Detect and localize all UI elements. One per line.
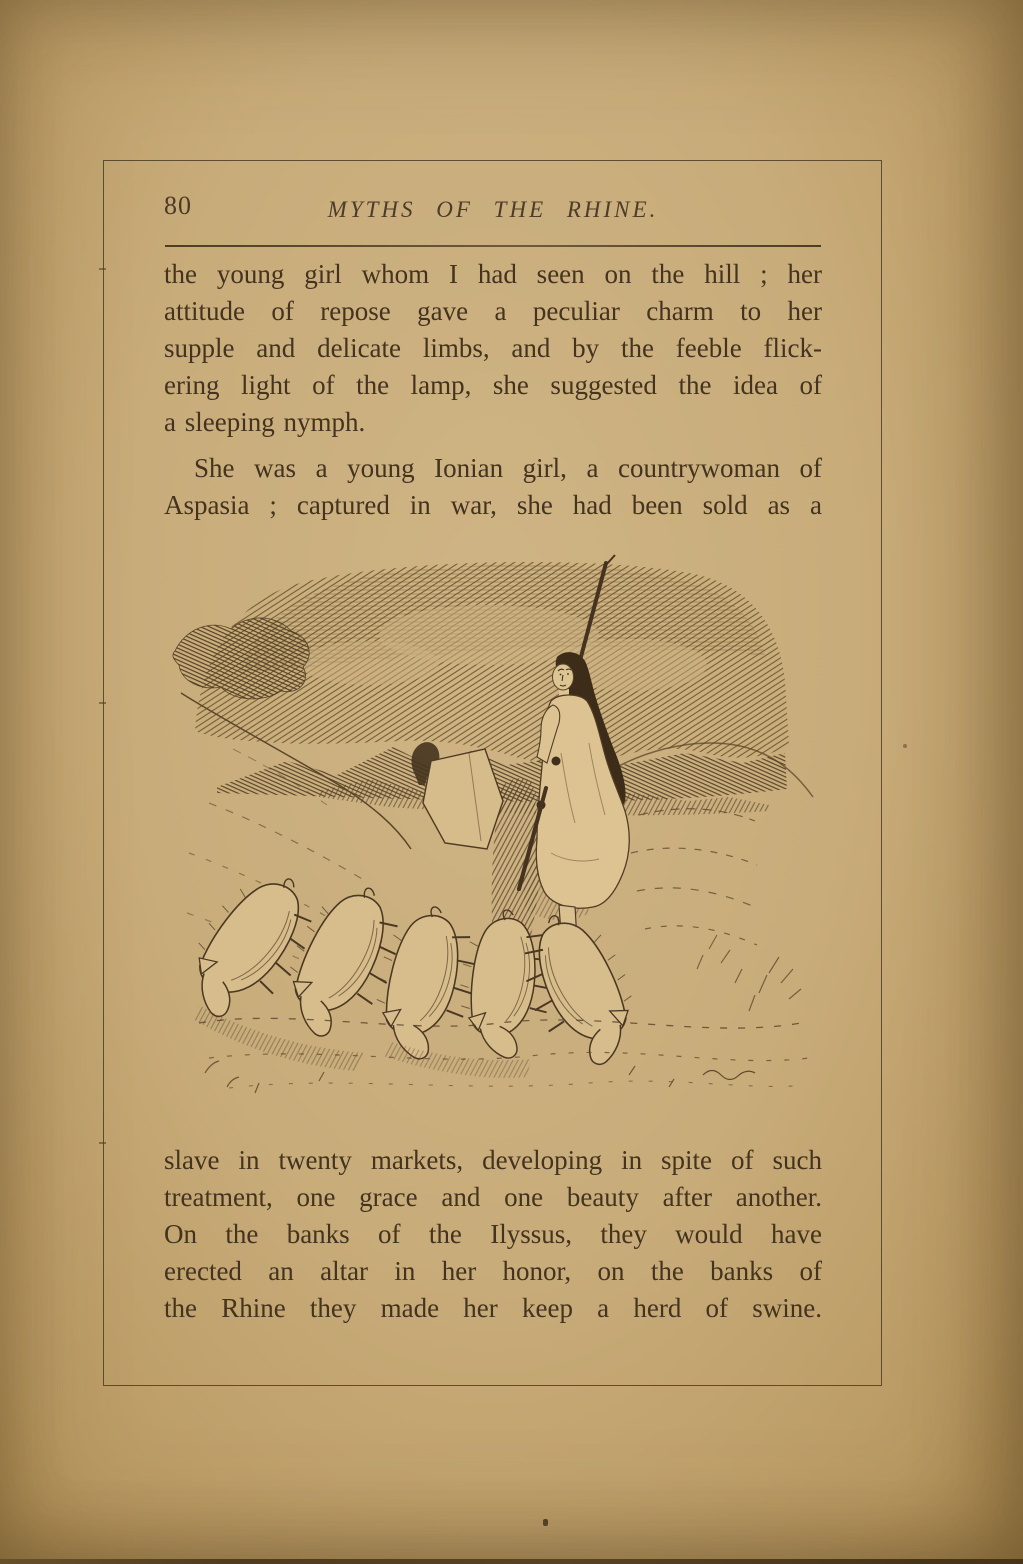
scan-tick: [99, 702, 106, 704]
foliage: [173, 618, 309, 699]
cloud: [299, 641, 439, 685]
text-line: erected an altar in her honor, on the banks of: [164, 1256, 822, 1286]
scan-edge: [0, 1559, 1023, 1564]
illustration: [169, 553, 829, 1103]
scan-speck: [903, 744, 907, 748]
text-line: attitude of repose gave a peculiar charm to her: [164, 296, 822, 326]
header-rule: [165, 245, 821, 247]
text-line: supple and delicate limbs, and by the feeble flick-: [164, 333, 822, 363]
text-line: slave in twenty markets, developing in spite of such: [164, 1145, 822, 1175]
page-frame: [103, 160, 882, 1386]
pig: [454, 907, 559, 1062]
text-line: the young girl whom I had seen on the hill ; her: [164, 259, 822, 289]
swineherd-engraving: [169, 553, 829, 1103]
text-line: She was a young Ionian girl, a countrywoman of: [194, 453, 822, 483]
text-line: treatment, one grace and one beauty after another.: [164, 1182, 822, 1212]
running-header: MYTHS OF THE RHINE.: [327, 197, 659, 222]
text-line: ering light of the lamp, she suggested the idea of: [164, 370, 822, 400]
engraver-signature: [703, 1071, 755, 1080]
paragraph-3: [164, 1142, 822, 1327]
text-line: Aspasia ; captured in war, she had been sold as a: [164, 490, 822, 520]
scan-tick: [99, 1142, 106, 1144]
text-line: a sleeping nymph.: [164, 407, 366, 437]
text-line: the Rhine they made her keep a herd of swine.: [164, 1293, 822, 1323]
page-number: 80: [164, 191, 192, 220]
scan-speck: [543, 1519, 548, 1526]
scan-tick: [99, 268, 106, 270]
text-line: On the banks of the Ilyssus, they would have: [164, 1219, 822, 1249]
paragraph-2: [164, 450, 822, 524]
hand: [552, 757, 561, 766]
paragraph-1: [164, 256, 822, 441]
